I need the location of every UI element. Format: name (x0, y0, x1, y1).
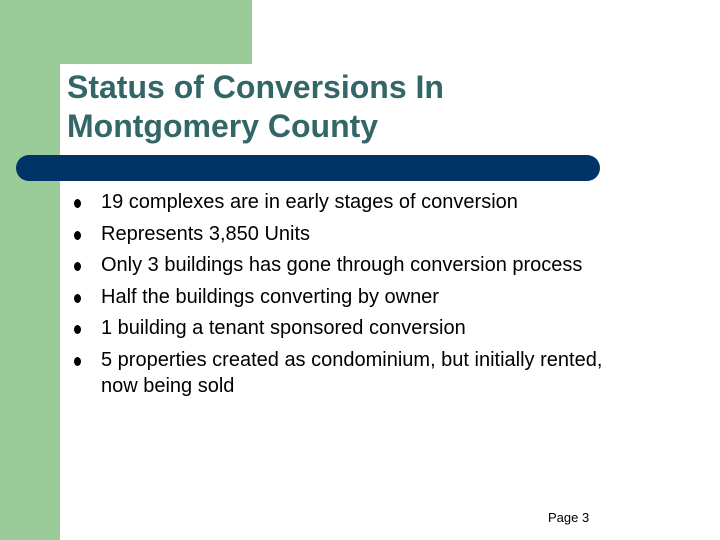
bullet-dot-icon (74, 262, 81, 271)
green-top-band (0, 0, 252, 64)
bullet-text: 1 building a tenant sponsored conversion (101, 317, 466, 339)
bullet-text: 19 complexes are in early stages of conversion (101, 191, 518, 213)
bullet-dot-icon (74, 199, 81, 208)
bullet-dot-icon (74, 357, 81, 366)
slide-title (67, 68, 444, 146)
title-line-2: Montgomery County (67, 108, 379, 144)
bullet-text: Half the buildings converting by owner (101, 285, 439, 308)
bullet-dot-icon (74, 231, 81, 240)
bullet-text: Represents 3,850 Units (101, 222, 311, 245)
bullet-item (74, 221, 634, 247)
bullet-item (74, 284, 634, 310)
bullet-text: Only 3 buildings has gone through conversion process (101, 254, 583, 276)
bullet-text: 5 properties created as condominium, but initially rented, now being sold (101, 348, 603, 397)
bullet-dot-icon (74, 325, 81, 334)
bullet-item (74, 315, 634, 341)
bullet-item (74, 252, 634, 278)
title-underline-bar (16, 155, 600, 181)
bullet-list (74, 189, 634, 404)
bullet-item (74, 347, 634, 399)
bullet-dot-icon (74, 294, 81, 303)
page-number: Page 3 (548, 510, 590, 525)
green-side-band (0, 0, 60, 540)
bullet-item (74, 189, 634, 215)
title-line-1: Status of Conversions In (67, 69, 444, 105)
